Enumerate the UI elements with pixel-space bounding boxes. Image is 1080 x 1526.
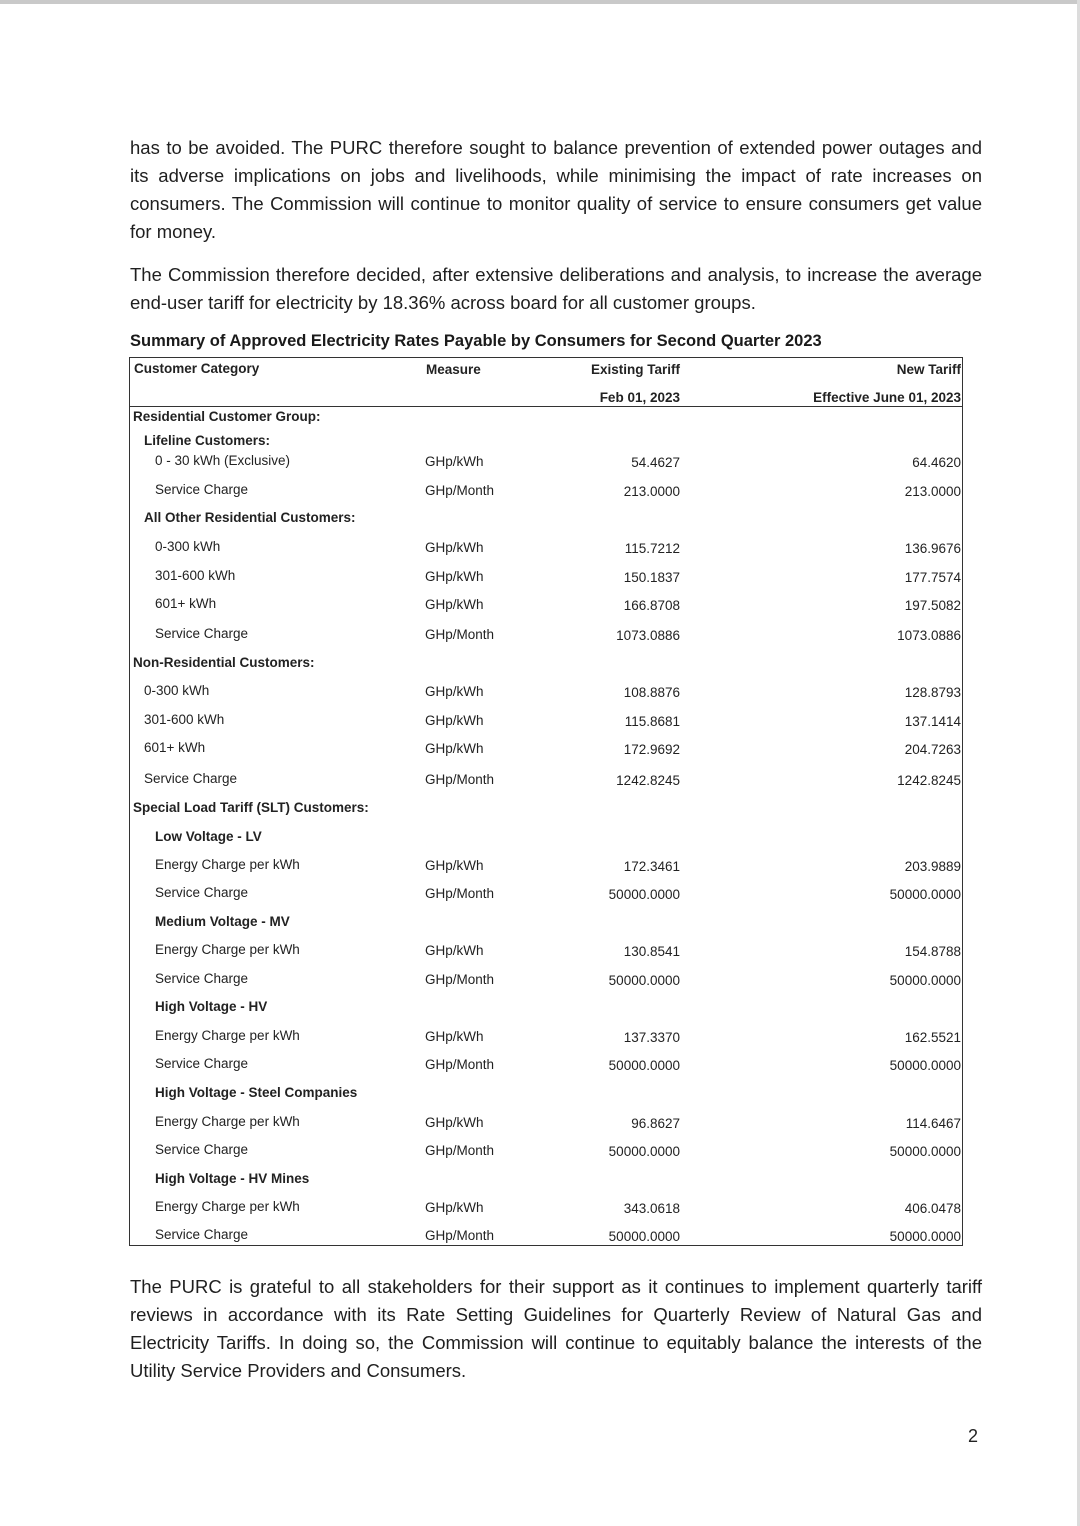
section-heading: Residential Customer Group: <box>133 409 321 424</box>
row-measure: GHp/Month <box>425 886 495 901</box>
row-new-tariff: 406.0478 <box>904 1201 961 1216</box>
row-label: Service Charge <box>155 1056 249 1071</box>
row-new-tariff: 50000.0000 <box>889 1229 961 1244</box>
table-title: Summary of Approved Electricity Rates Payable by Consumers for Second Quarter 2023 <box>130 332 822 350</box>
row-existing-tariff: 172.3461 <box>623 859 680 874</box>
row-measure: GHp/kWh <box>425 943 484 958</box>
row-label: Energy Charge per kWh <box>155 1028 300 1043</box>
row-label: Service Charge <box>155 885 249 900</box>
row-existing-tariff: 172.9692 <box>623 742 680 757</box>
row-new-tariff: 162.5521 <box>904 1030 961 1045</box>
row-existing-tariff: 50000.0000 <box>608 1058 680 1073</box>
row-measure: GHp/kWh <box>425 684 484 699</box>
row-label: 301-600 kWh <box>144 712 225 727</box>
row-measure: GHp/kWh <box>425 597 484 612</box>
row-new-tariff: 64.4620 <box>912 455 961 470</box>
row-measure: GHp/kWh <box>425 454 484 469</box>
row-label: 301-600 kWh <box>155 568 236 583</box>
row-existing-tariff: 50000.0000 <box>608 1144 680 1159</box>
row-existing-tariff: 115.7212 <box>624 541 680 556</box>
subsection-heading: Medium Voltage - MV <box>155 914 290 929</box>
row-existing-tariff: 115.8681 <box>624 714 680 729</box>
row-new-tariff: 128.8793 <box>904 685 961 700</box>
intro-paragraph: has to be avoided. The PURC therefore sought to balance prevention of extended power outages and its adverse implications on jobs and livelihoods, while minimising the impact of rate increases on consumers. The Commission will continue to monitor quality of service to ensure consumers get value for money. <box>130 137 982 242</box>
row-label: Service Charge <box>155 1227 249 1242</box>
row-measure: GHp/kWh <box>425 569 484 584</box>
row-new-tariff: 137.1414 <box>904 714 961 729</box>
row-measure: GHp/kWh <box>425 713 484 728</box>
tariff-table <box>129 357 963 1246</box>
row-existing-tariff: 130.8541 <box>623 944 680 959</box>
row-measure: GHp/Month <box>425 1057 495 1072</box>
decision-paragraph: The Commission therefore decided, after extensive deliberations and analysis, to increase the average end-user tariff for electricity by 18.36% across board for all customer groups. <box>130 264 982 313</box>
row-existing-tariff: 96.8627 <box>631 1116 680 1131</box>
row-label: Service Charge <box>155 971 249 986</box>
row-new-tariff: 154.8788 <box>904 944 961 959</box>
row-measure: GHp/kWh <box>425 858 484 873</box>
row-new-tariff: 1073.0886 <box>897 628 961 643</box>
row-label: Energy Charge per kWh <box>155 857 300 872</box>
row-new-tariff: 50000.0000 <box>889 887 961 902</box>
closing-paragraph: The PURC is grateful to all stakeholders for their support as it continues to implement quarterly tariff reviews in accordance with its Rate Setting Guidelines for Quarterly Review of Natural Gas and Electricity Tariffs. In doing so, the Commission will continue to equitably balance the interests of the Utility Service Providers and Consumers. <box>130 1276 982 1381</box>
row-new-tariff: 197.5082 <box>904 598 961 613</box>
row-label: 601+ kWh <box>144 740 206 755</box>
row-existing-tariff: 108.8876 <box>623 685 680 700</box>
row-measure: GHp/Month <box>425 483 495 498</box>
section-heading: Special Load Tariff (SLT) Customers: <box>133 800 369 815</box>
section-heading: Non-Residential Customers: <box>133 655 315 670</box>
row-label: 0 - 30 kWh (Exclusive) <box>155 453 291 468</box>
header-existing-date: Feb 01, 2023 <box>599 390 680 405</box>
row-label: Service Charge <box>144 771 238 786</box>
row-new-tariff: 114.6467 <box>905 1116 961 1131</box>
row-measure: GHp/Month <box>425 1143 495 1158</box>
row-existing-tariff: 50000.0000 <box>608 973 680 988</box>
row-existing-tariff: 213.0000 <box>623 484 680 499</box>
row-existing-tariff: 1073.0886 <box>616 628 680 643</box>
row-existing-tariff: 1242.8245 <box>616 773 680 788</box>
row-new-tariff: 204.7263 <box>904 742 961 757</box>
scan-top-edge <box>0 0 1080 4</box>
subsection-heading: All Other Residential Customers: <box>144 510 356 525</box>
row-measure: GHp/kWh <box>425 741 484 756</box>
row-measure: GHp/kWh <box>425 1115 484 1130</box>
row-measure: GHp/kWh <box>425 540 484 555</box>
header-existing-tariff: Existing Tariff <box>590 362 680 377</box>
row-existing-tariff: 343.0618 <box>623 1201 680 1216</box>
row-label: 601+ kWh <box>155 596 217 611</box>
row-existing-tariff: 50000.0000 <box>608 887 680 902</box>
header-new-tariff: New Tariff <box>896 362 961 377</box>
page-number: 2 <box>968 1426 979 1446</box>
subsection-heading: High Voltage - HV Mines <box>155 1171 310 1186</box>
row-label: Energy Charge per kWh <box>155 942 300 957</box>
header-new-date: Effective June 01, 2023 <box>813 390 961 405</box>
row-label: Service Charge <box>155 1142 249 1157</box>
row-new-tariff: 177.7574 <box>904 570 961 585</box>
subsection-heading: High Voltage - HV <box>155 999 268 1014</box>
subsection-heading: Low Voltage - LV <box>155 829 262 844</box>
header-customer-category: Customer Category <box>134 361 260 376</box>
row-label: Service Charge <box>155 626 249 641</box>
row-label: 0-300 kWh <box>155 539 221 554</box>
row-measure: GHp/kWh <box>425 1029 484 1044</box>
header-divider <box>130 406 962 407</box>
row-new-tariff: 50000.0000 <box>889 1058 961 1073</box>
row-new-tariff: 136.9676 <box>904 541 961 556</box>
row-existing-tariff: 54.4627 <box>631 455 680 470</box>
row-new-tariff: 213.0000 <box>904 484 961 499</box>
row-measure: GHp/Month <box>425 627 495 642</box>
subsection-heading: High Voltage - Steel Companies <box>155 1085 358 1100</box>
header-measure: Measure <box>426 362 481 377</box>
row-label: Energy Charge per kWh <box>155 1114 300 1129</box>
row-new-tariff: 50000.0000 <box>889 973 961 988</box>
row-existing-tariff: 137.3370 <box>623 1030 680 1045</box>
row-measure: GHp/Month <box>425 1228 495 1243</box>
row-new-tariff: 50000.0000 <box>889 1144 961 1159</box>
row-label: Energy Charge per kWh <box>155 1199 300 1214</box>
row-new-tariff: 203.9889 <box>904 859 961 874</box>
row-existing-tariff: 50000.0000 <box>608 1229 680 1244</box>
row-measure: GHp/Month <box>425 972 495 987</box>
row-new-tariff: 1242.8245 <box>897 773 961 788</box>
row-label: Service Charge <box>155 482 249 497</box>
row-existing-tariff: 166.8708 <box>623 598 680 613</box>
row-label: 0-300 kWh <box>144 683 210 698</box>
row-existing-tariff: 150.1837 <box>623 570 680 585</box>
subsection-heading: Lifeline Customers: <box>144 433 271 448</box>
row-measure: GHp/Month <box>425 772 495 787</box>
row-measure: GHp/kWh <box>425 1200 484 1215</box>
